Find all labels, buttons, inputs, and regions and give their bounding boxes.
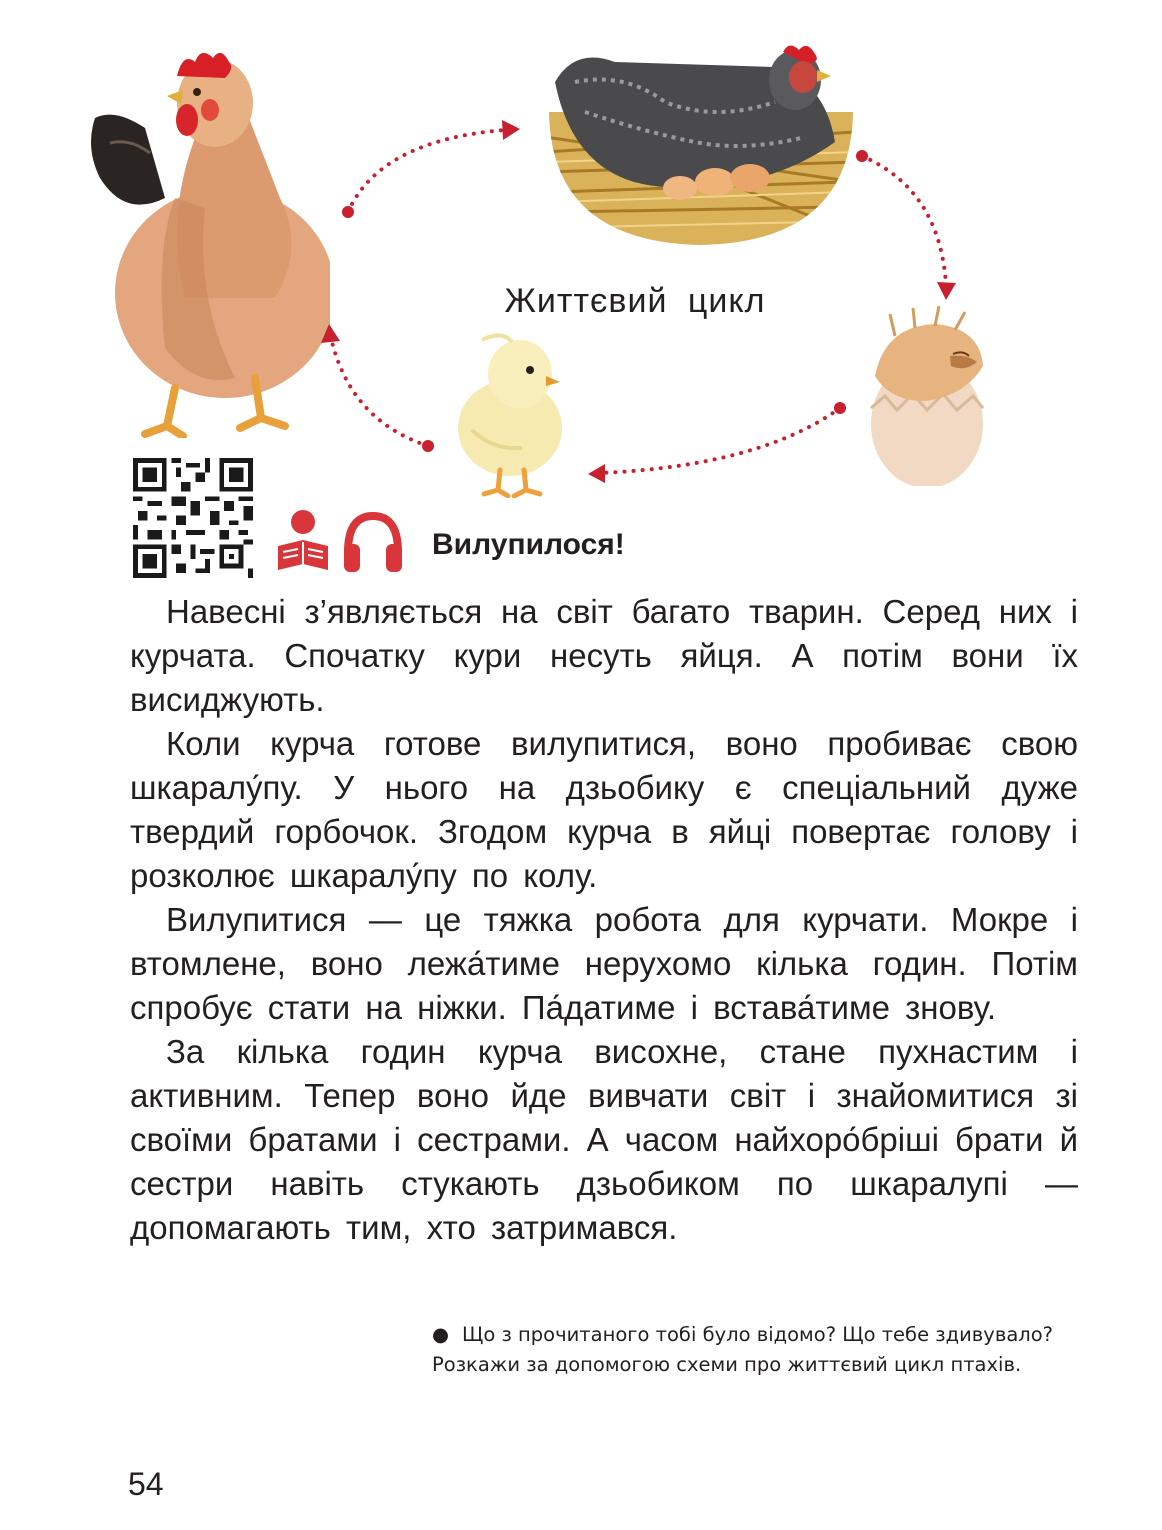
story-paragraph: Вилупитися — це тяжка робота для курчати. Мокре і втомлене, воно лежа́тиме нерухомо кілька годин. Потім спробує стати на ніжки. Па́датиме і встава́тиме знову. (130, 901, 1078, 1026)
bullet-icon: ● (432, 1323, 450, 1346)
life-cycle-arrows (0, 0, 1162, 520)
story-paragraph: Коли курча готове вилупитися, воно пробиває свою шкаралу́пу. У нього на дзьобику є спеціальний дуже твердий горбочок. Згодом курча в яйці повертає голову і розколює шкаралу́пу по колу. (130, 725, 1078, 894)
page-number: 54 (128, 1466, 164, 1502)
story-paragraph: Навесні з’являється на світ багато тварин. Серед них і курчата. Спочатку кури несуть яйця. А потім вони їх висиджують. (130, 593, 1078, 718)
question-line: Що з прочитаного тобі було відомо? Що тебе здивувало? (462, 1323, 1054, 1346)
story-text (130, 590, 1078, 1250)
headphones-icon (342, 508, 404, 574)
story-title: Вилупилося! (432, 528, 625, 561)
question-line: Розкажи за допомогою схеми про життєвий цикл птахів. (432, 1353, 1022, 1376)
reading-child-icon (272, 508, 334, 574)
qr-code-icon[interactable] (132, 458, 254, 578)
life-cycle-title: Життєвий цикл (504, 282, 766, 320)
story-paragraph: За кілька годин курча висохне, стане пухнастим і активним. Тепер воно йде вивчати світ і знайомитися зі своїми братами і сестрами. А часом найхоро́бріші брати й сестри навіть стукають дзьобиком по шкаралупі — допомагають тим, хто затримався. (130, 1033, 1078, 1246)
question-block (432, 1320, 1092, 1380)
